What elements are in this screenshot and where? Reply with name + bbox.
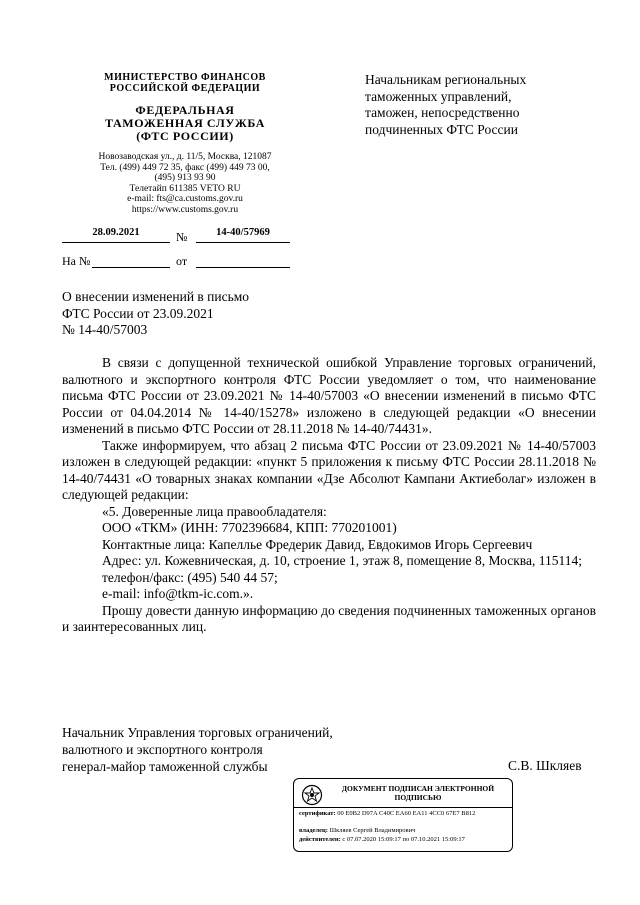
phone-line-1: Тел. (499) 449 72 35, факс (499) 449 73 00, xyxy=(100,162,270,173)
paragraph-5: Контактные лица: Капеллье Фредерик Давид, Евдокимов Игорь Сергеевич xyxy=(102,536,533,552)
stamp-title-line-1: ДОКУМЕНТ ПОДПИСАН ЭЛЕКТРОННОЙ xyxy=(341,784,495,793)
teletype: Телетайп 611385 VETO RU xyxy=(129,183,241,194)
stamp-owner-value: Шкляев Сергей Владимирович xyxy=(329,827,416,834)
reg-date: 28.09.2021 xyxy=(92,227,140,238)
subject-line-1: О внесении изменений в письмо xyxy=(62,289,250,304)
reply-label: На № xyxy=(62,254,91,268)
reg-number: 14-40/57969 xyxy=(216,227,270,238)
ministry-line-1: МИНИСТЕРСТВО ФИНАНСОВ xyxy=(104,72,266,83)
reg-date-field xyxy=(62,227,170,243)
addressee-line-4: подчиненных ФТС России xyxy=(365,121,518,137)
reply-number-line xyxy=(92,252,170,268)
subject-line-3: № 14-40/57003 xyxy=(62,322,148,337)
signer-name: С.В. Шкляев xyxy=(508,758,582,773)
reply-from-label: от xyxy=(176,254,188,268)
paragraph-6: Адрес: ул. Кожевническая, д. 10, строение 1, этаж 8, помещение 8, Москва, 115114; xyxy=(102,553,582,568)
stamp-cert xyxy=(299,810,507,818)
stamp-owner xyxy=(299,827,507,835)
reg-no-label: № xyxy=(176,230,188,244)
phone-line-2: (495) 913 93 90 xyxy=(154,173,216,183)
stamp-valid-label: действителен: xyxy=(299,836,341,843)
subject xyxy=(62,289,322,339)
ministry-line-2: РОССИЙСКОЙ ФЕДЕРАЦИИ xyxy=(109,83,261,94)
addressee-line-3: таможен, непосредственно xyxy=(365,105,520,120)
paragraph-3: «5. Доверенные лица правообладателя: xyxy=(102,503,327,519)
stamp-valid-value: с 07.07.2020 15:09:17 по 07.10.2021 15:09:17 xyxy=(342,836,465,843)
email: e-mail: fts@ca.customs.gov.ru xyxy=(127,194,243,204)
signer-title xyxy=(62,724,442,775)
stamp-title xyxy=(326,784,510,802)
signer-title-line-3: генерал-майор таможенной службы xyxy=(62,759,268,774)
addressee xyxy=(365,72,605,138)
stamp-title-line-2: ПОДПИСЬЮ xyxy=(394,793,442,802)
letterhead xyxy=(55,72,315,215)
paragraph-7: телефон/факс: (495) 540 44 57; xyxy=(102,569,278,585)
addressee-line-2: таможенных управлений, xyxy=(365,88,512,104)
website: https://www.customs.gov.ru xyxy=(131,204,239,215)
reg-number-field xyxy=(196,227,290,243)
service-line-2: ТАМОЖЕННАЯ СЛУЖБА xyxy=(105,116,265,130)
letter-body xyxy=(62,355,596,636)
subject-line-2: ФТС России от 23.09.2021 xyxy=(62,305,214,321)
paragraph-1: В связи с допущенной технической ошибкой Управление торговых ограничений, валютного и экспортного контроля ФТС России уведомляет о том, что наименование письма ФТС России от 23.09.2021 № 14-40/57003 «О внесении изменений в письмо ФТС России от 04.04.2014 № 14-40/15278» изложено в следующей редакции «О внесении изменений в письмо ФТС России от 28.11.2018 № 14-40/74431». xyxy=(62,355,596,436)
emblem-icon xyxy=(301,784,323,806)
stamp-owner-label: владелец: xyxy=(299,827,328,834)
stamp-cert-value: 00 E0B2 D97A C40C EA60 EA11 4CC0 67E7 B812 xyxy=(337,810,476,817)
stamp-cert-label: сертификат: xyxy=(299,810,336,817)
signer-title-line-1: Начальник Управления торговых ограничений, xyxy=(62,725,333,740)
paragraph-9: Прошу довести данную информацию до сведения подчиненных таможенных органов и заинтересованных лиц. xyxy=(62,602,596,634)
reply-date-line xyxy=(196,252,290,268)
addressee-line-1: Начальникам региональных xyxy=(365,72,527,87)
address: Новозаводская ул., д. 11/5, Москва, 121087 xyxy=(98,152,272,162)
service-line-1: ФЕДЕРАЛЬНАЯ xyxy=(135,103,235,117)
paragraph-8: e-mail: info@tkm-ic.com.». xyxy=(102,586,254,601)
service-line-3: (ФТС РОССИИ) xyxy=(136,129,234,143)
stamp-divider xyxy=(294,807,512,808)
stamp-valid xyxy=(299,836,509,844)
paragraph-4: ООО «ТКМ» (ИНН: 7702396684, КПП: 770201001) xyxy=(102,520,397,535)
paragraph-2: Также информируем, что абзац 2 письма ФТС России от 23.09.2021 № 14-40/57003 изложен в следующей редакции: «пункт 5 приложения к письму ФТС России 28.11.2018 № 14-40/74431 «О товарных знаках компании «Дзе Абсолют Кампани Актиеболаг» изложен в следующей редакции: xyxy=(62,437,596,502)
signer-title-line-2: валютного и экспортного контроля xyxy=(62,742,263,757)
e-signature-stamp xyxy=(293,778,513,852)
